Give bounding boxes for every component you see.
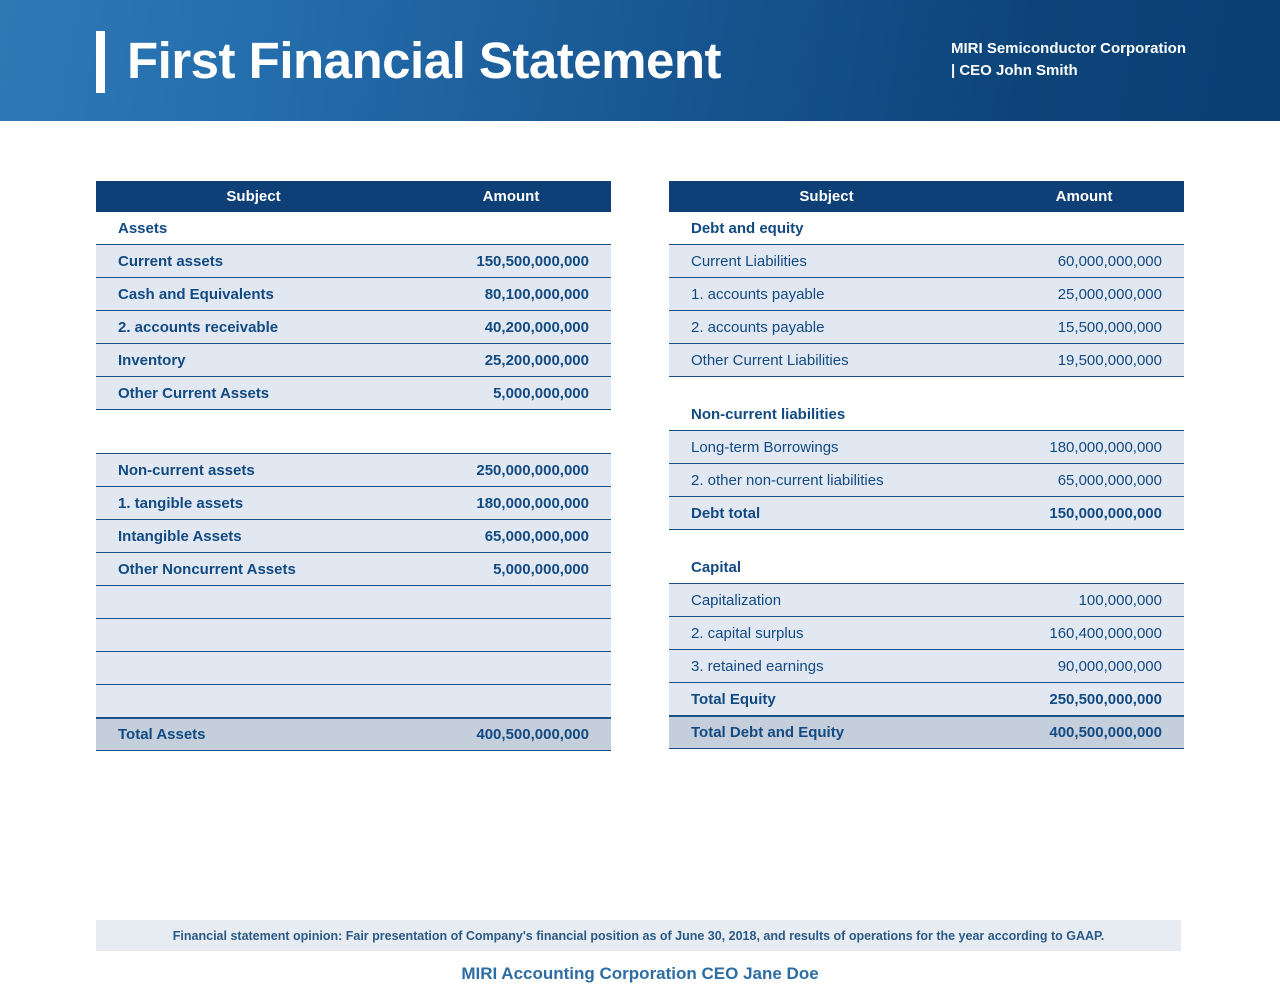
assets-row [96, 278, 611, 311]
assets-spacer-row [96, 410, 611, 454]
liabilities-row-subject: 2. other non-current liabilities [691, 471, 884, 489]
liabilities-row-subject: Debt total [691, 504, 761, 522]
tables-container [96, 181, 1184, 751]
auditor-signature: MIRI Accounting Corporation CEO Jane Doe [461, 964, 819, 983]
assets-row [96, 454, 611, 487]
assets-row-amount: 40,200,000,000 [484, 318, 589, 336]
liabilities-row [669, 584, 1184, 617]
liabilities-row-amount: 65,000,000,000 [1057, 471, 1162, 489]
assets-row-amount: 400,500,000,000 [476, 726, 589, 743]
liabilities-row-subject: Total Equity [691, 690, 776, 708]
liabilities-row-subject: 2. accounts payable [691, 318, 825, 336]
assets-row [96, 619, 611, 652]
assets-row-subject: Cash and Equivalents [118, 285, 274, 303]
liabilities-section-header-row [669, 551, 1184, 584]
liabilities-row-subject: Debt and equity [691, 219, 804, 237]
liabilities-row [669, 311, 1184, 344]
assets-col-subject-header: Subject [226, 188, 281, 205]
liabilities-row-subject: Total Debt and Equity [691, 724, 845, 741]
liabilities-row-amount: 160,400,000,000 [1049, 624, 1162, 642]
liabilities-row-subject: Capital [691, 558, 742, 576]
liabilities-table-body [669, 212, 1184, 749]
assets-row-subject: Non-current assets [118, 461, 255, 479]
assets-table-body [96, 212, 611, 751]
liabilities-row [669, 497, 1184, 530]
liabilities-row [669, 617, 1184, 650]
liabilities-row-amount: 19,500,000,000 [1057, 351, 1162, 369]
assets-row-amount: 250,000,000,000 [476, 461, 589, 479]
company-name: MIRI Semiconductor Corporation [950, 39, 1186, 57]
liabilities-col-amount-header: Amount [1055, 188, 1113, 205]
assets-row-subject: 1. tangible assets [118, 494, 244, 512]
assets-row [96, 344, 611, 377]
statement-body [0, 121, 1280, 983]
liabilities-group-spacer [669, 377, 1184, 398]
liabilities-row-amount: 180,000,000,000 [1049, 438, 1162, 456]
assets-row-amount: 180,000,000,000 [476, 494, 589, 512]
assets-row [96, 377, 611, 410]
assets-row-amount: 5,000,000,000 [493, 384, 589, 402]
liabilities-row-subject: Non-current liabilities [691, 405, 846, 423]
company-ceo: | CEO John Smith [950, 61, 1078, 79]
title-accent-bar [96, 31, 105, 93]
liabilities-row-subject: 2. capital surplus [691, 624, 804, 642]
liabilities-row-amount: 100,000,000 [1078, 591, 1162, 609]
liabilities-row-subject: 3. retained earnings [691, 657, 824, 675]
assets-col-amount-header: Amount [482, 188, 540, 205]
opinion-band [96, 920, 1181, 951]
liabilities-row [669, 278, 1184, 311]
assets-row-amount: 25,200,000,000 [484, 351, 589, 369]
opinion-text: Financial statement opinion: Fair presentation of Company's financial position as of June 30, 2018, and results of operations for the year according to GAAP. [172, 928, 1105, 943]
liabilities-row-amount: 90,000,000,000 [1057, 657, 1162, 675]
assets-section-header-row [96, 212, 611, 245]
liabilities-row-amount: 400,500,000,000 [1049, 724, 1162, 741]
liabilities-section-header-row [669, 212, 1184, 245]
assets-row-subject: Intangible Assets [118, 527, 242, 545]
liabilities-row [669, 464, 1184, 497]
assets-row [96, 586, 611, 619]
liabilities-row-subject: Current Liabilities [691, 252, 807, 270]
liabilities-row [669, 650, 1184, 683]
assets-row-subject: Current assets [118, 252, 224, 270]
assets-row [96, 487, 611, 520]
assets-row [96, 245, 611, 278]
page-title: First Financial Statement [127, 32, 721, 89]
assets-row-subject: Other Current Assets [118, 384, 270, 402]
assets-row-subject: Assets [118, 219, 168, 237]
liabilities-row-amount: 15,500,000,000 [1057, 318, 1162, 336]
liabilities-row-amount: 60,000,000,000 [1057, 252, 1162, 270]
liabilities-row [669, 344, 1184, 377]
assets-table [96, 181, 611, 751]
assets-row-subject: Total Assets [118, 726, 206, 743]
assets-row-subject: Inventory [118, 351, 186, 369]
assets-row-amount: 80,100,000,000 [484, 285, 589, 303]
liabilities-row-subject: Other Current Liabilities [691, 351, 849, 369]
assets-row-amount: 5,000,000,000 [493, 560, 589, 578]
liabilities-row [669, 245, 1184, 278]
assets-row [96, 520, 611, 553]
liabilities-equity-table [669, 181, 1184, 751]
liabilities-group-spacer [669, 530, 1184, 551]
page-header-banner [0, 0, 1280, 121]
assets-row-amount: 150,500,000,000 [476, 252, 589, 270]
liabilities-row [669, 431, 1184, 464]
liabilities-row-subject: 1. accounts payable [691, 285, 825, 303]
liabilities-section-header-row [669, 398, 1184, 431]
liabilities-table-header-row [669, 181, 1184, 212]
liabilities-row-amount: 150,000,000,000 [1049, 504, 1162, 522]
assets-row [96, 553, 611, 586]
assets-row-amount: 65,000,000,000 [484, 527, 589, 545]
liabilities-row-subject: Capitalization [691, 591, 782, 609]
liabilities-row [669, 683, 1184, 716]
liabilities-row-amount: 250,500,000,000 [1049, 690, 1162, 708]
assets-row [96, 311, 611, 344]
liabilities-row-amount: 25,000,000,000 [1057, 285, 1162, 303]
liabilities-row-subject: Long-term Borrowings [691, 438, 839, 456]
assets-table-header-row [96, 181, 611, 212]
liabilities-total-row [669, 716, 1184, 749]
assets-total-row [96, 718, 611, 751]
assets-row-subject: Other Noncurrent Assets [118, 560, 296, 578]
assets-row [96, 652, 611, 685]
assets-row-subject: 2. accounts receivable [118, 318, 279, 336]
page-title-group [96, 29, 721, 93]
liabilities-col-subject-header: Subject [799, 188, 854, 205]
assets-row [96, 685, 611, 718]
company-info [951, 38, 1186, 84]
